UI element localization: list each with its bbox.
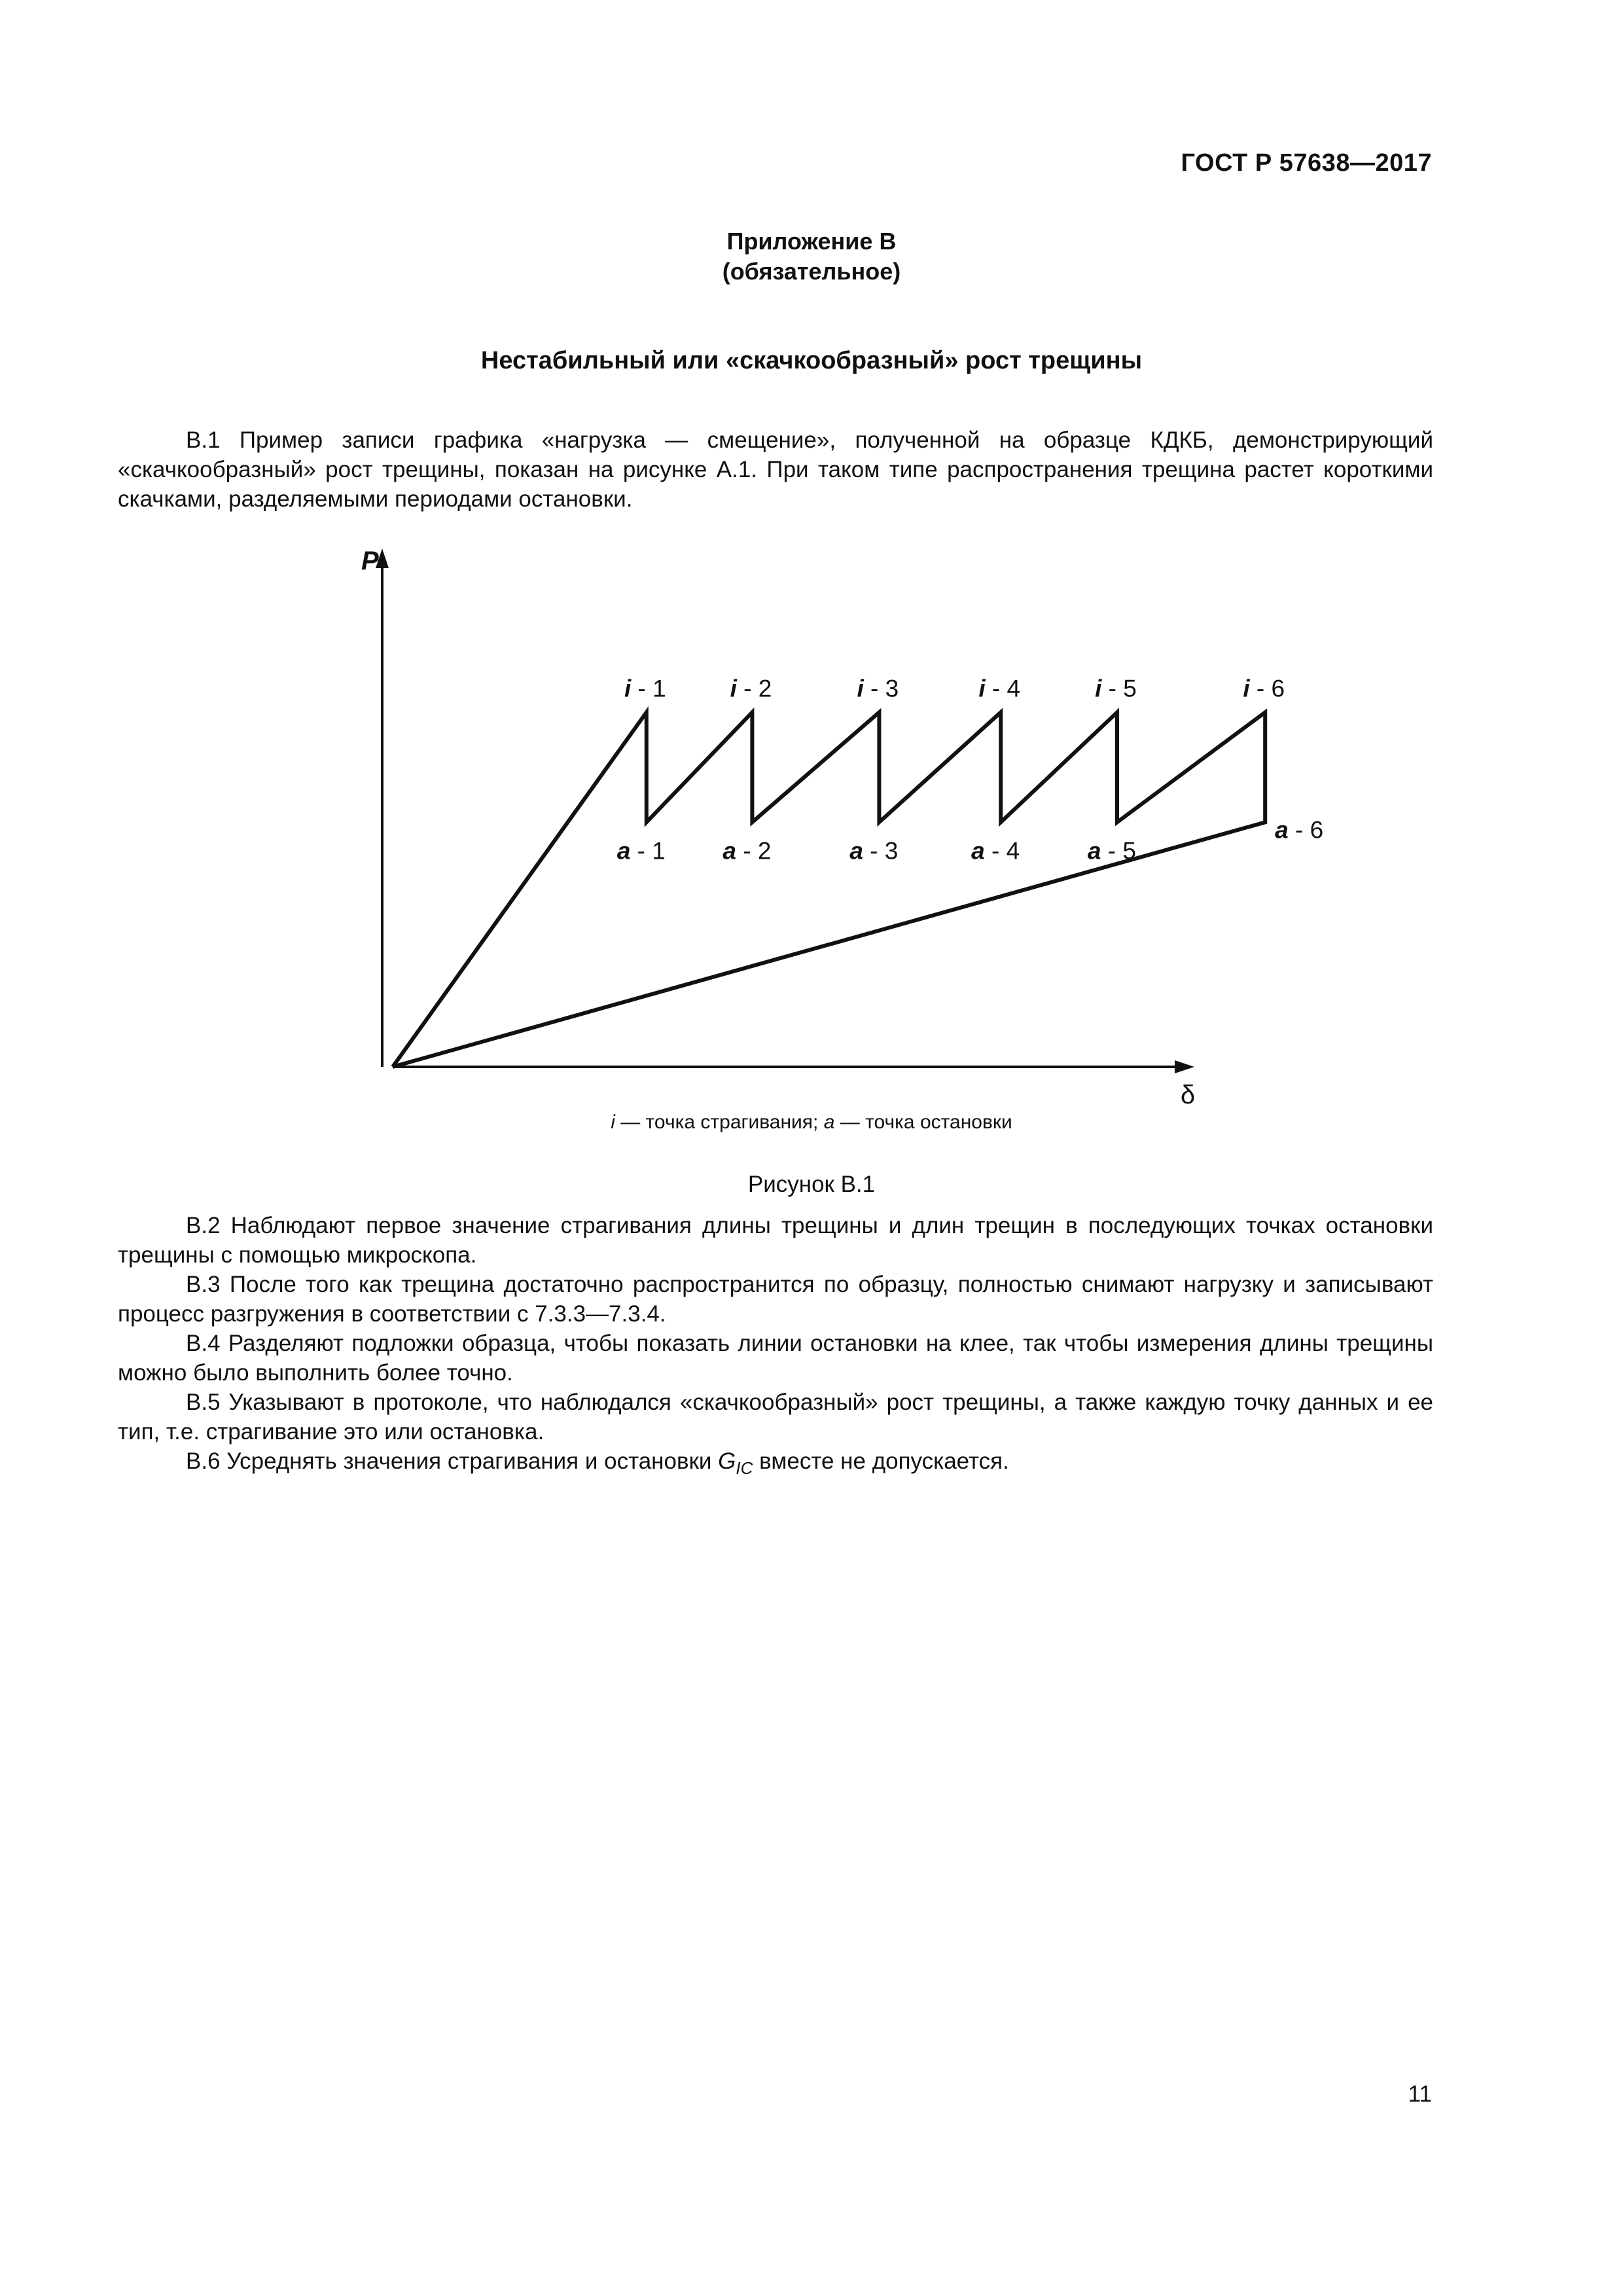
y-axis-label: P [361, 547, 379, 575]
paragraph-b2: В.2 Наблюдают первое значение страгивания длины трещины и длин трещин в последующих точках остановки трещины с помощью микроскопа. [118, 1213, 1433, 1268]
figure-b1 [0, 537, 1623, 1109]
peak-label: i - 6 [1243, 675, 1285, 702]
page-number: 11 [1408, 2081, 1432, 2107]
paragraph-b4: В.4 Разделяют подложки образца, чтобы показать линии остановки на клее, так чтобы измерения длины трещины можно было выполнить более точно. [118, 1331, 1433, 1386]
paragraph-b1: В.1 Пример записи графика «нагрузка — смещение», полученной на образце КДКБ, демонстрирующий «скачкообразный» рост трещины, показан на рисунке А.1. При таком типе распространения трещина растет короткими скачками, разделяемыми периодами остановки. [118, 427, 1433, 512]
paragraph-b6-start: В.6 Усреднять значения страгивания и остановки [186, 1448, 719, 1474]
paragraph-b3: В.3 После того как трещина достаточно распространится по образцу, полностью снимают нагрузку и записывают процесс разгружения в соответствии с 7.3.3—7.3.4. [118, 1272, 1433, 1327]
valley-label: a - 6 [1275, 816, 1324, 844]
paragraph-b6 [118, 1446, 1433, 1483]
symbol-ic-subscript: IC [736, 1458, 753, 1478]
valley-label: a - 1 [616, 837, 666, 865]
valley-label: a - 4 [971, 837, 1020, 865]
valley-label: a - 5 [1087, 837, 1136, 865]
load-displacement-line [393, 712, 1265, 1067]
paragraph-b5: В.5 Указывают в протоколе, что наблюдался «скачкообразный» рост трещины, а также каждую точку данных и ее тип, т.е. страгивание это или остановка. [118, 1390, 1433, 1444]
document-id: ГОСТ Р 57638—2017 [1181, 149, 1432, 177]
appendix-subtitle: (обязательное) [722, 258, 901, 285]
peak-label: i - 3 [857, 675, 899, 702]
legend-i-text: — точка страгивания; [615, 1111, 824, 1133]
section-title: Нестабильный или «скачкообразный» рост трещины [480, 347, 1143, 374]
peak-label: i - 4 [978, 675, 1021, 702]
peak-label: i - 2 [730, 675, 772, 702]
x-axis-arrow [1175, 1060, 1194, 1073]
figure-caption: Рисунок В.1 [747, 1172, 876, 1197]
valley-label: a - 2 [722, 837, 772, 865]
paragraph-list [0, 1211, 1433, 1483]
appendix-title: Приложение В [726, 228, 897, 255]
x-axis-label: δ [1180, 1081, 1196, 1106]
peak-label: i - 5 [1095, 675, 1137, 702]
symbol-g: G [718, 1448, 736, 1474]
valley-label: a - 3 [849, 837, 899, 865]
load-displacement-chart [0, 537, 1623, 1106]
chart-series [393, 712, 1265, 1067]
figure-legend [0, 1111, 1623, 1134]
legend-a-text: — точка остановки [834, 1111, 1012, 1133]
legend-a-symbol: a [823, 1111, 835, 1133]
paragraph-b6-end: вместе не допускается. [753, 1448, 1009, 1474]
chart-axes [361, 547, 1195, 1106]
peak-label: i - 1 [624, 675, 666, 702]
legend-i-symbol: i [611, 1111, 615, 1133]
